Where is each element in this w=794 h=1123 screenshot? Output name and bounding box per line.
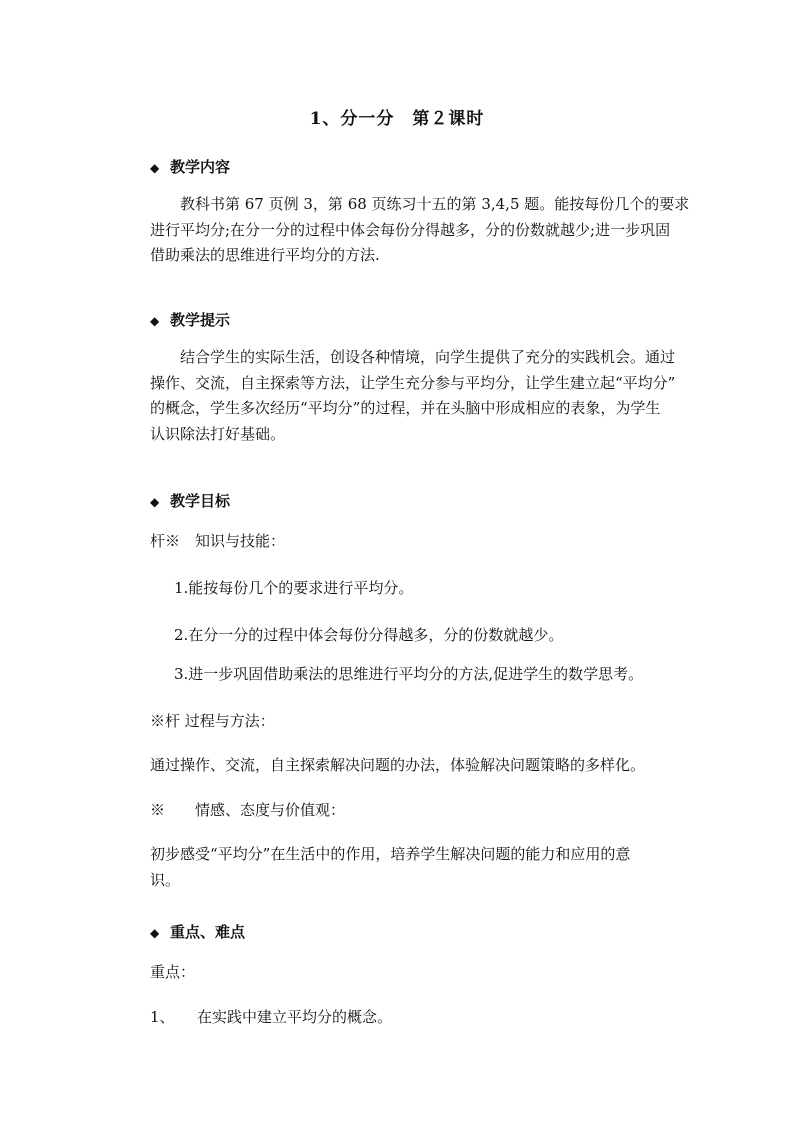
emotion-label: ※ 情感、态度与价值观： [150,801,346,819]
paragraph-line: 识。 [150,870,181,889]
paragraph-line: 结合学生的实际生活，创设各种情境，向学生提供了充分的实践机会。通过 [180,348,676,366]
key-label: 重点： [150,963,196,981]
diamond-bullet-icon: ◆ [150,161,160,175]
key-item-1: 1、 在实践中建立平均分的概念。 [150,1008,393,1026]
heading-text: 教学内容 [170,158,231,176]
paragraph-line: 教科书第 67 页例 3，第 68 页练习十五的第 3,4,5 题。能按每份几个的要求 [180,195,690,213]
knowledge-item-2: 2.在分一分的过程中体会每份分得越多，分的份数就越少。 [174,626,564,644]
diamond-bullet-icon: ◆ [150,314,160,328]
diamond-bullet-icon: ◆ [150,926,160,940]
process-text: 通过操作、交流，自主探索解决问题的办法，体验解决问题策略的多样化。 [150,756,646,774]
hints-paragraph [150,345,680,447]
paragraph-line: 借助乘法的思维进行平均分的方法. [150,246,380,265]
diamond-bullet-icon: ◆ [150,495,160,509]
section-heading-hints [150,309,230,330]
section-heading-goals [150,490,230,511]
knowledge-label: 杆※ 知识与技能： [150,532,286,550]
paragraph-line: 进行平均分;在分一分的过程中体会每份分得越多，分的份数就越少;进一步巩固 [150,220,671,239]
content-paragraph [150,192,690,269]
section-heading-key-points [150,921,245,942]
process-label: ※杆 过程与方法： [150,712,275,730]
section-heading-content [150,156,230,177]
heading-text: 重点、难点 [170,923,246,941]
paragraph-line: 的概念，学生多次经历“平均分”的过程，并在头脑中形成相应的表象，为学生 [150,399,661,418]
paragraph-line: 认识除法打好基础。 [150,424,286,443]
emotion-paragraph [150,842,680,893]
knowledge-item-1: 1.能按每份几个的要求进行平均分。 [174,579,414,597]
knowledge-item-3: 3.进一步巩固借助乘法的思维进行平均分的方法,促进学生的数学思考。 [174,665,644,683]
paragraph-line: 操作、交流，自主探索等方法，让学生充分参与平均分，让学生建立起“平均分” [150,373,676,392]
paragraph-line: 初步感受“平均分”在生活中的作用，培养学生解决问题的能力和应用的意 [150,845,631,863]
page-title: 1、分一分 第２课时 [309,109,485,129]
heading-text: 教学提示 [170,311,231,329]
heading-text: 教学目标 [170,492,231,510]
